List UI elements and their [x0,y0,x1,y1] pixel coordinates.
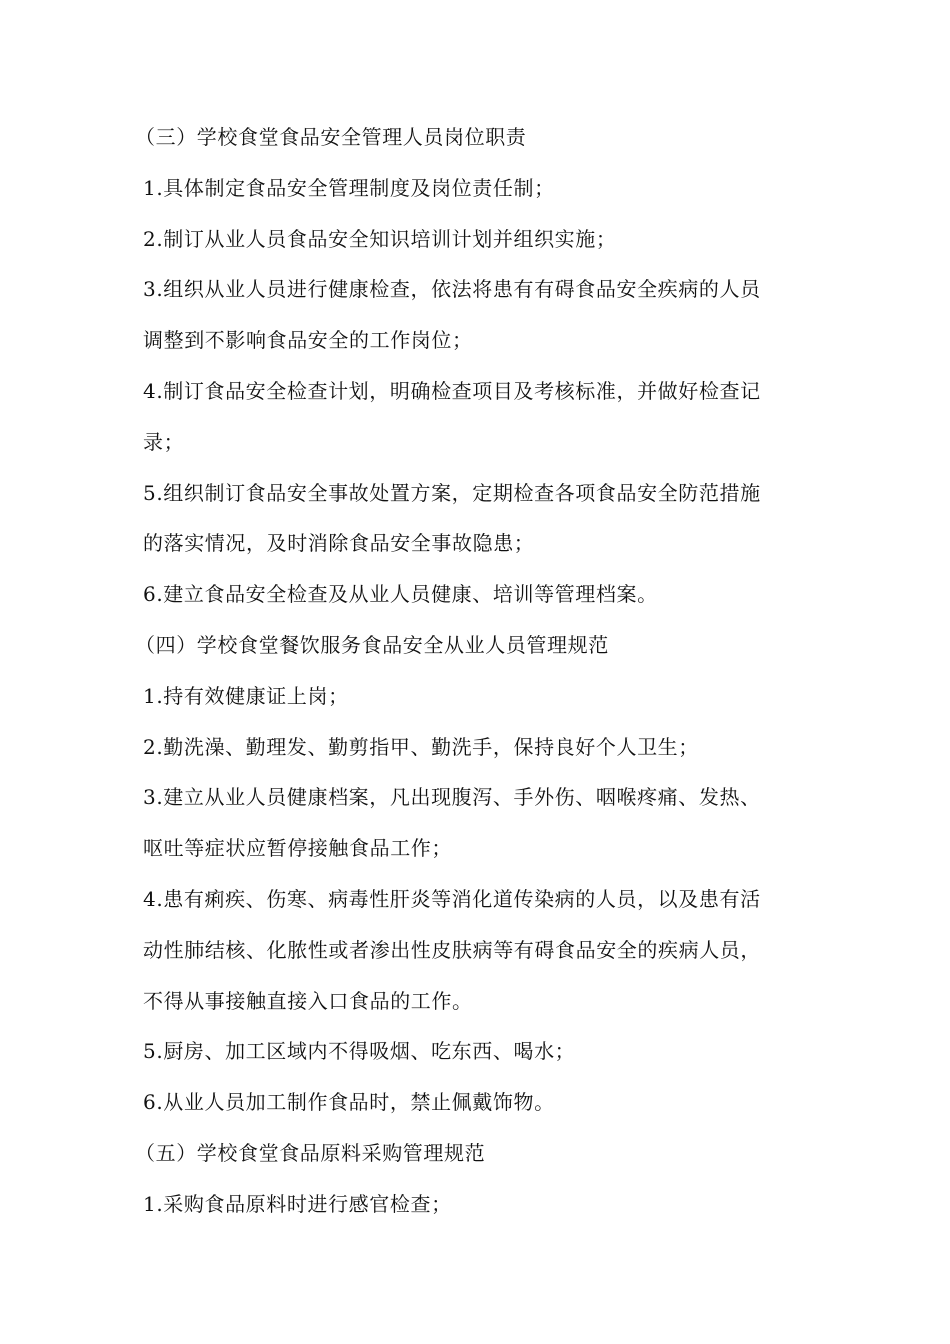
paragraph-line: 不得从事接触直接入口食品的工作。 [143,988,473,1013]
paragraph-line: 呕吐等症状应暂停接触食品工作； [143,836,452,861]
paragraph-line: 4.制订食品安全检查计划，明确检查项目及考核标准，并做好检查记 [143,378,761,403]
paragraph-line: 5.厨房、加工区域内不得吸烟、吃东西、喝水； [143,1039,576,1064]
paragraph-line: 1.采购食品原料时进行感官检查； [143,1191,452,1216]
paragraph-line: 2.勤洗澡、勤理发、勤剪指甲、勤洗手，保持良好个人卫生； [143,734,699,759]
paragraph-line: 1.持有效健康证上岗； [143,683,349,708]
section-heading: （三）学校食堂食品安全管理人员岗位职责 [135,125,527,149]
paragraph-line: 录； [143,429,185,454]
paragraph-line: 动性肺结核、化脓性或者渗出性皮肤病等有碍食品安全的疾病人员， [143,937,761,962]
paragraph-line: 2.制订从业人员食品安全知识培训计划并组织实施； [143,226,617,251]
section-heading: （四）学校食堂餐饮服务食品安全从业人员管理规范 [135,632,609,657]
paragraph-line: 6.建立食品安全检查及从业人员健康、培训等管理档案。 [143,582,658,607]
section-heading: （五）学校食堂食品原料采购管理规范 [135,1140,486,1165]
paragraph-line: 5.组织制订食品安全事故处置方案，定期检查各项食品安全防范措施 [143,480,761,505]
paragraph-line: 1.具体制定食品安全管理制度及岗位责任制； [143,175,555,200]
document-body [135,112,813,1230]
paragraph-line: 6.从业人员加工制作食品时，禁止佩戴饰物。 [143,1090,555,1115]
paragraph-line: 3.组织从业人员进行健康检查，依法将患有有碍食品安全疾病的人员 [143,277,761,302]
paragraph-line: 4.患有痢疾、伤寒、病毒性肝炎等消化道传染病的人员，以及患有活 [143,886,761,911]
paragraph-line: 调整到不影响食品安全的工作岗位； [143,328,473,353]
paragraph-line: 的落实情况，及时消除食品安全事故隐患； [143,531,535,556]
paragraph-line: 3.建立从业人员健康档案，凡出现腹泻、手外伤、咽喉疼痛、发热、 [143,785,761,810]
